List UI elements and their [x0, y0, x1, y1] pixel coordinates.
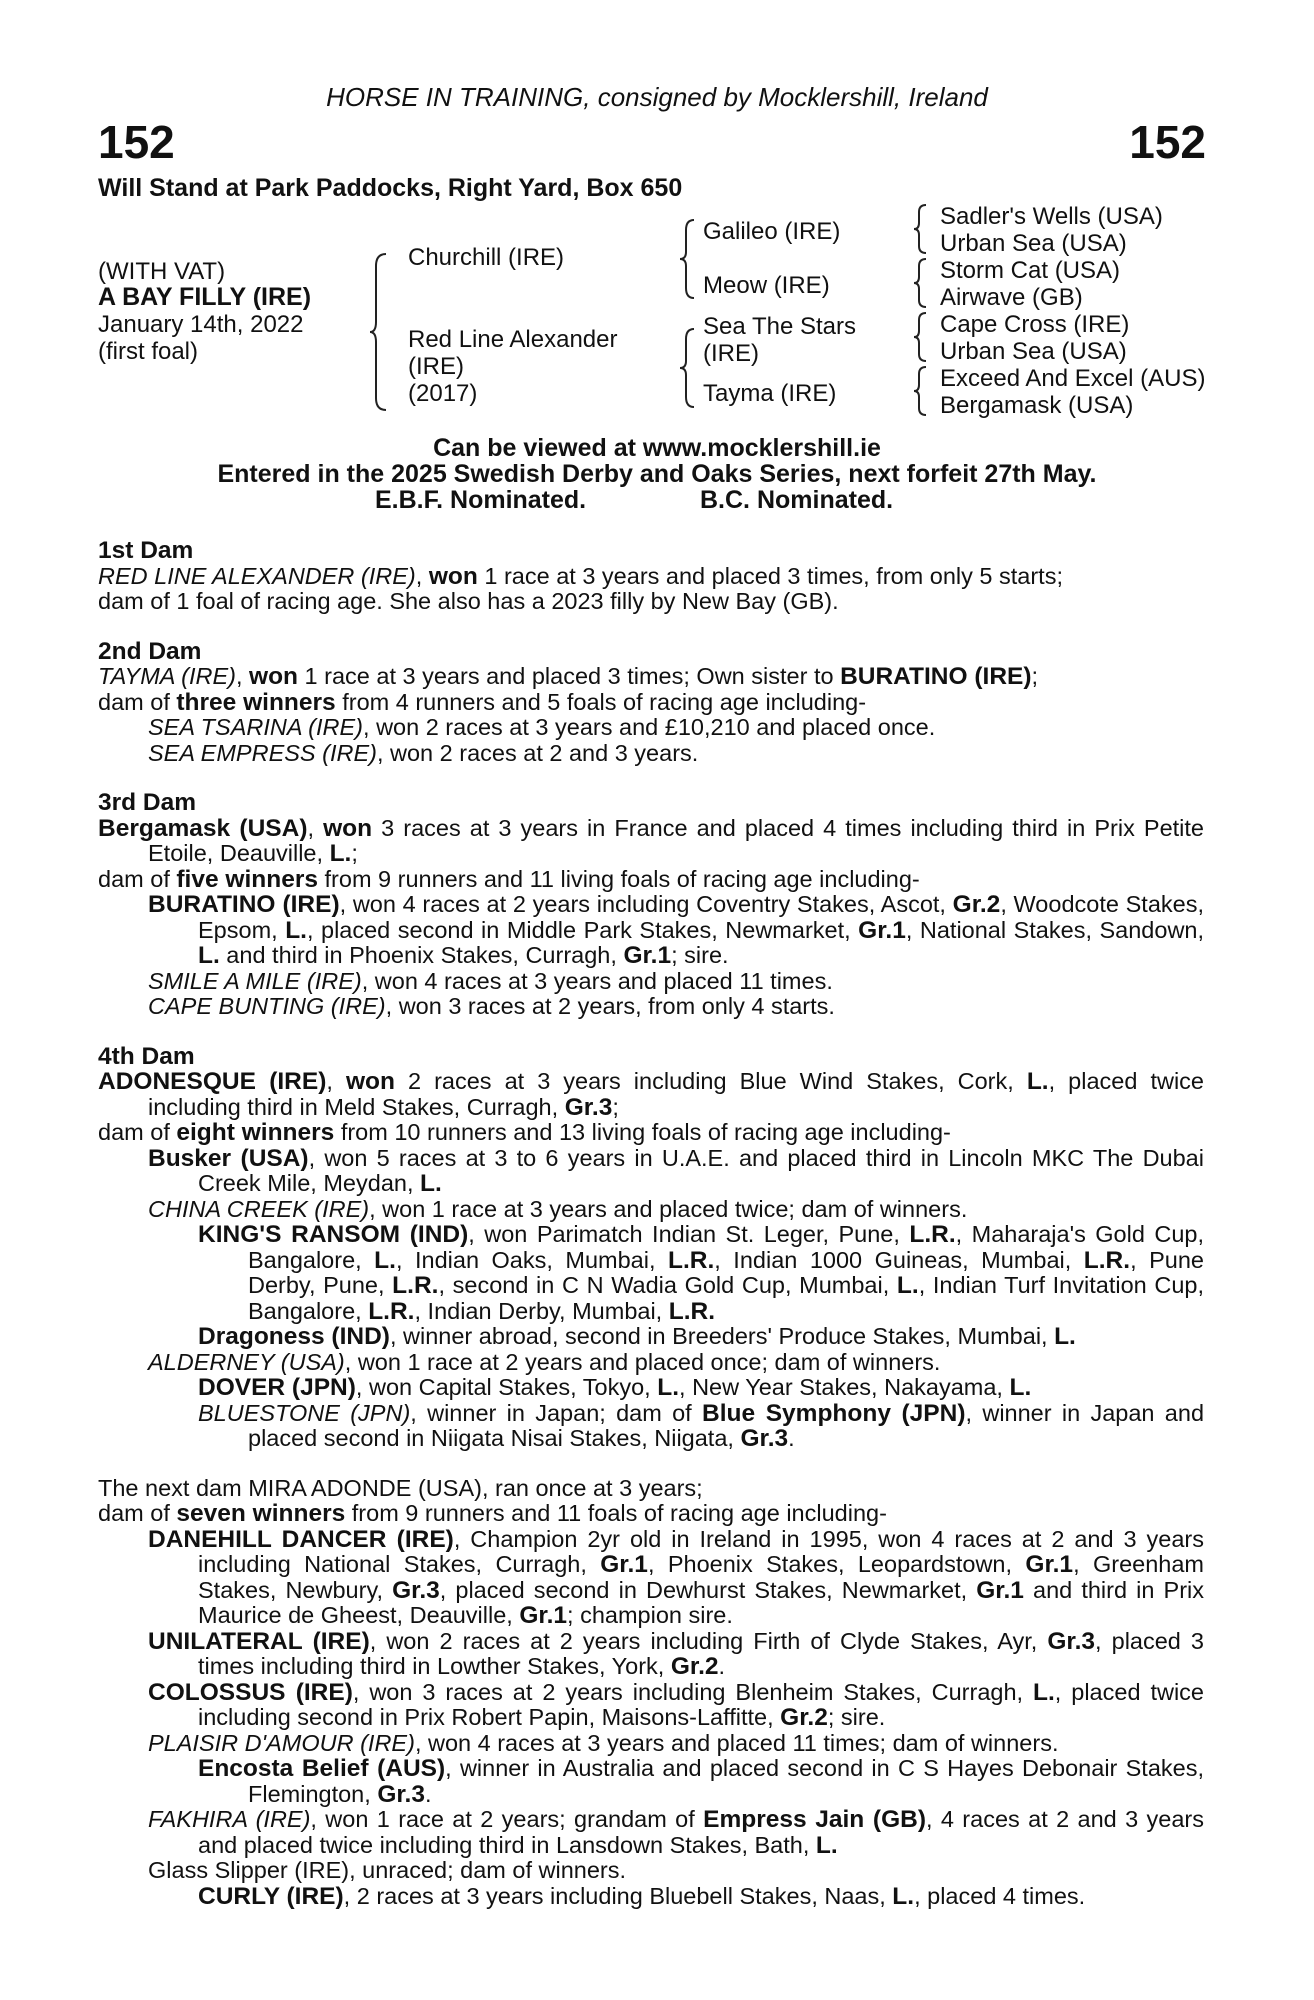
progeny-entry: ALDERNEY (USA), won 1 race at 2 years and placed once; dam of winners. [148, 1348, 941, 1375]
pedigree-dam-dam: Tayma (IRE) [703, 380, 837, 407]
progeny-entry: UNILATERAL (IRE), won 2 races at 2 years including Firth of Clyde Stakes, Ayr, Gr.3, placed 3 times including third in Lowther Stakes, York, Gr.2. [148, 1627, 1205, 1680]
progeny-entry: CURLY (IRE), 2 races at 3 years including Bluebell Stakes, Naas, L., placed 4 times. [198, 1882, 1086, 1910]
dam-entry: Bergamask (USA), won 3 races at 3 years in France and placed 4 times including third in Prix Petite Etoile, Deauville, L.; [98, 814, 1204, 867]
pedigree-bracket-gen3-a [912, 203, 930, 255]
pedigree-dam-line3: (2017) [408, 380, 478, 407]
progeny-entry: COLOSSUS (IRE), won 3 races at 2 years including Blenheim Stakes, Curragh, L., placed twice including second in Prix Robert Papin, Maisons-Laffitte, Gr.2; sire. [148, 1678, 1204, 1731]
pedigree-bracket-gen3-d [912, 365, 930, 417]
pedigree-gen3-4: Airwave (GB) [940, 284, 1083, 311]
pedigree-bracket-dam [678, 327, 698, 409]
pedigree-bracket-main [368, 252, 390, 412]
pedigree-sire-sire: Galileo (IRE) [703, 218, 841, 245]
progeny-entry: SEA EMPRESS (IRE), won 2 races at 2 and 3 years. [148, 739, 699, 766]
progeny-entry: BLUESTONE (JPN), winner in Japan; dam of Blue Symphony (JPN), winner in Japan and placed second in Niigata Nisai Stakes, Niigata, Gr.3. [198, 1399, 1205, 1452]
section-heading: 1st Dam [98, 537, 194, 564]
pedigree-gen3-7: Exceed And Excel (AUS) [940, 365, 1206, 392]
progeny-entry: Glass Slipper (IRE), unraced; dam of winners. [148, 1857, 627, 1883]
progeny-entry: DOVER (JPN), won Capital Stakes, Tokyo, L., New Year Stakes, Nakayama, L. [198, 1374, 1032, 1401]
pedigree-gen3-8: Bergamask (USA) [940, 392, 1134, 419]
pedigree-dam-line2: (IRE) [408, 353, 464, 380]
horse-name: A BAY FILLY (IRE) [98, 283, 312, 311]
bc-note: B.C. Nominated. [700, 486, 894, 514]
lot-number-right: 152 [1129, 116, 1206, 168]
progeny-entry: BURATINO (IRE), won 4 races at 2 years including Coventry Stakes, Ascot, Gr.2, Woodcote Stakes, Epsom, L., placed second in Middle Park Stakes, Newmarket, Gr.1, National Stakes, Sandown, L. and third in Phoenix Stakes, Curragh, Gr.1; sire. [148, 891, 1205, 969]
vat-note: (WITH VAT) [98, 258, 226, 285]
dam-entry: dam of five winners from 9 runners and 11 living foals of racing age including- [98, 865, 920, 893]
pedigree-bracket-gen3-b [912, 257, 930, 309]
dam-history [98, 538, 1204, 1909]
pedigree-dam-sire-line2: (IRE) [703, 340, 759, 367]
pedigree-gen3-2: Urban Sea (USA) [940, 230, 1127, 257]
dam-entry: ADONESQUE (IRE), won 2 races at 3 years including Blue Wind Stakes, Cork, L., placed twice including third in Meld Stakes, Curragh, Gr.3; [98, 1068, 1204, 1121]
horse-dob: January 14th, 2022 [98, 311, 304, 338]
progeny-entry: PLAISIR D'AMOUR (IRE), won 4 races at 3 years and placed 11 times; dam of winners. [148, 1729, 1059, 1756]
progeny-entry: Encosta Belief (AUS), winner in Australia and placed second in C S Hayes Debonair Stakes, Flemington, Gr.3. [198, 1755, 1205, 1808]
pedigree-dam-sire-line1: Sea The Stars [703, 313, 856, 340]
ebf-note: E.B.F. Nominated. [375, 486, 587, 514]
progeny-entry: Busker (USA), won 5 races at 3 to 6 years in U.A.E. and placed third in Lincoln MKC The Dubai Creek Mile, Meydan, L. [148, 1144, 1204, 1197]
dam-entry: dam of three winners from 4 runners and 5 foals of racing age including- [98, 688, 867, 716]
pedigree-bracket-gen3-c [912, 311, 930, 363]
progeny-entry: KING'S RANSOM (IND), won Parimatch Indian St. Leger, Pune, L.R., Maharaja's Gold Cup, Bangalore, L., Indian Oaks, Mumbai, L.R., Indian 1000 Guineas, Mumbai, L.R., Pune Derby, Pune, L.R., second in C N Wadia Gold Cup, Mumbai, L., Indian Turf Invitation Cup, Bangalore, L.R., Indian Derby, Mumbai, L.R. [198, 1221, 1204, 1325]
dam-entry: dam of seven winners from 9 runners and 11 foals of racing age including- [98, 1500, 887, 1527]
progeny-entry: Dragoness (IND), winner abroad, second in Breeders' Produce Stakes, Mumbai, L. [198, 1323, 1076, 1350]
pedigree-sire-dam: Meow (IRE) [703, 272, 830, 299]
section-heading: 4th Dam [98, 1042, 195, 1070]
lot-number-left: 152 [98, 116, 175, 168]
pedigree-gen3-5: Cape Cross (IRE) [940, 311, 1130, 338]
progeny-entry: FAKHIRA (IRE), won 1 race at 2 years; grandam of Empress Jain (GB), 4 races at 2 and 3 years and placed twice including third in Lansdown Stakes, Bath, L. [148, 1806, 1204, 1859]
progeny-entry: SMILE A MILE (IRE), won 4 races at 3 years and placed 11 times. [148, 967, 833, 994]
viewing-note: Can be viewed at www.mocklershill.ie [433, 434, 881, 462]
pedigree-gen3-6: Urban Sea (USA) [940, 338, 1127, 365]
pedigree-gen3-3: Storm Cat (USA) [940, 257, 1121, 284]
section-heading: 2nd Dam [98, 637, 202, 665]
horse-foal-note: (first foal) [98, 338, 199, 365]
progeny-entry: DANEHILL DANCER (IRE), Champion 2yr old in Ireland in 1995, won 4 races at 2 and 3 years including National Stakes, Curragh, Gr.1, Phoenix Stakes, Leopardstown, Gr.1, Greenham Stakes, Newbury, Gr.3, placed second in Dewhurst Stakes, Newmarket, Gr.1 and third in Prix Maurice de Gheest, Deauville, Gr.1; champion sire. [148, 1525, 1204, 1629]
progeny-entry: CAPE BUNTING (IRE), won 3 races at 2 years, from only 4 starts. [148, 993, 835, 1019]
pedigree-dam-line1: Red Line Alexander [408, 326, 618, 353]
stand-location: Will Stand at Park Paddocks, Right Yard, Box 650 [98, 174, 683, 202]
catalogue-header: HORSE IN TRAINING, consigned by Mocklershill, Ireland [326, 82, 988, 112]
section-heading: 3rd Dam [98, 789, 197, 816]
pedigree-bracket-sire [678, 218, 698, 300]
entries-note: Entered in the 2025 Swedish Derby and Oaks Series, next forfeit 27th May. [217, 460, 1097, 488]
progeny-entry: CHINA CREEK (IRE), won 1 race at 3 years and placed twice; dam of winners. [148, 1195, 968, 1222]
dam-entry: RED LINE ALEXANDER (IRE), won 1 race at 3 years and placed 3 times, from only 5 starts; [98, 562, 1063, 590]
dam-entry: TAYMA (IRE), won 1 race at 3 years and placed 3 times; Own sister to BURATINO (IRE); [98, 663, 1039, 690]
dam-entry: dam of 1 foal of racing age. She also has a 2023 filly by New Bay (GB). [98, 588, 839, 614]
progeny-entry: SEA TSARINA (IRE), won 2 races at 3 years and £10,210 and placed once. [148, 714, 936, 740]
dam-entry: dam of eight winners from 10 runners and 13 living foals of racing age including- [98, 1119, 951, 1146]
pedigree-gen3-1: Sadler's Wells (USA) [940, 203, 1163, 230]
pedigree-sire: Churchill (IRE) [408, 244, 565, 271]
dam-entry: The next dam MIRA ADONDE (USA), ran once at 3 years; [98, 1474, 703, 1501]
